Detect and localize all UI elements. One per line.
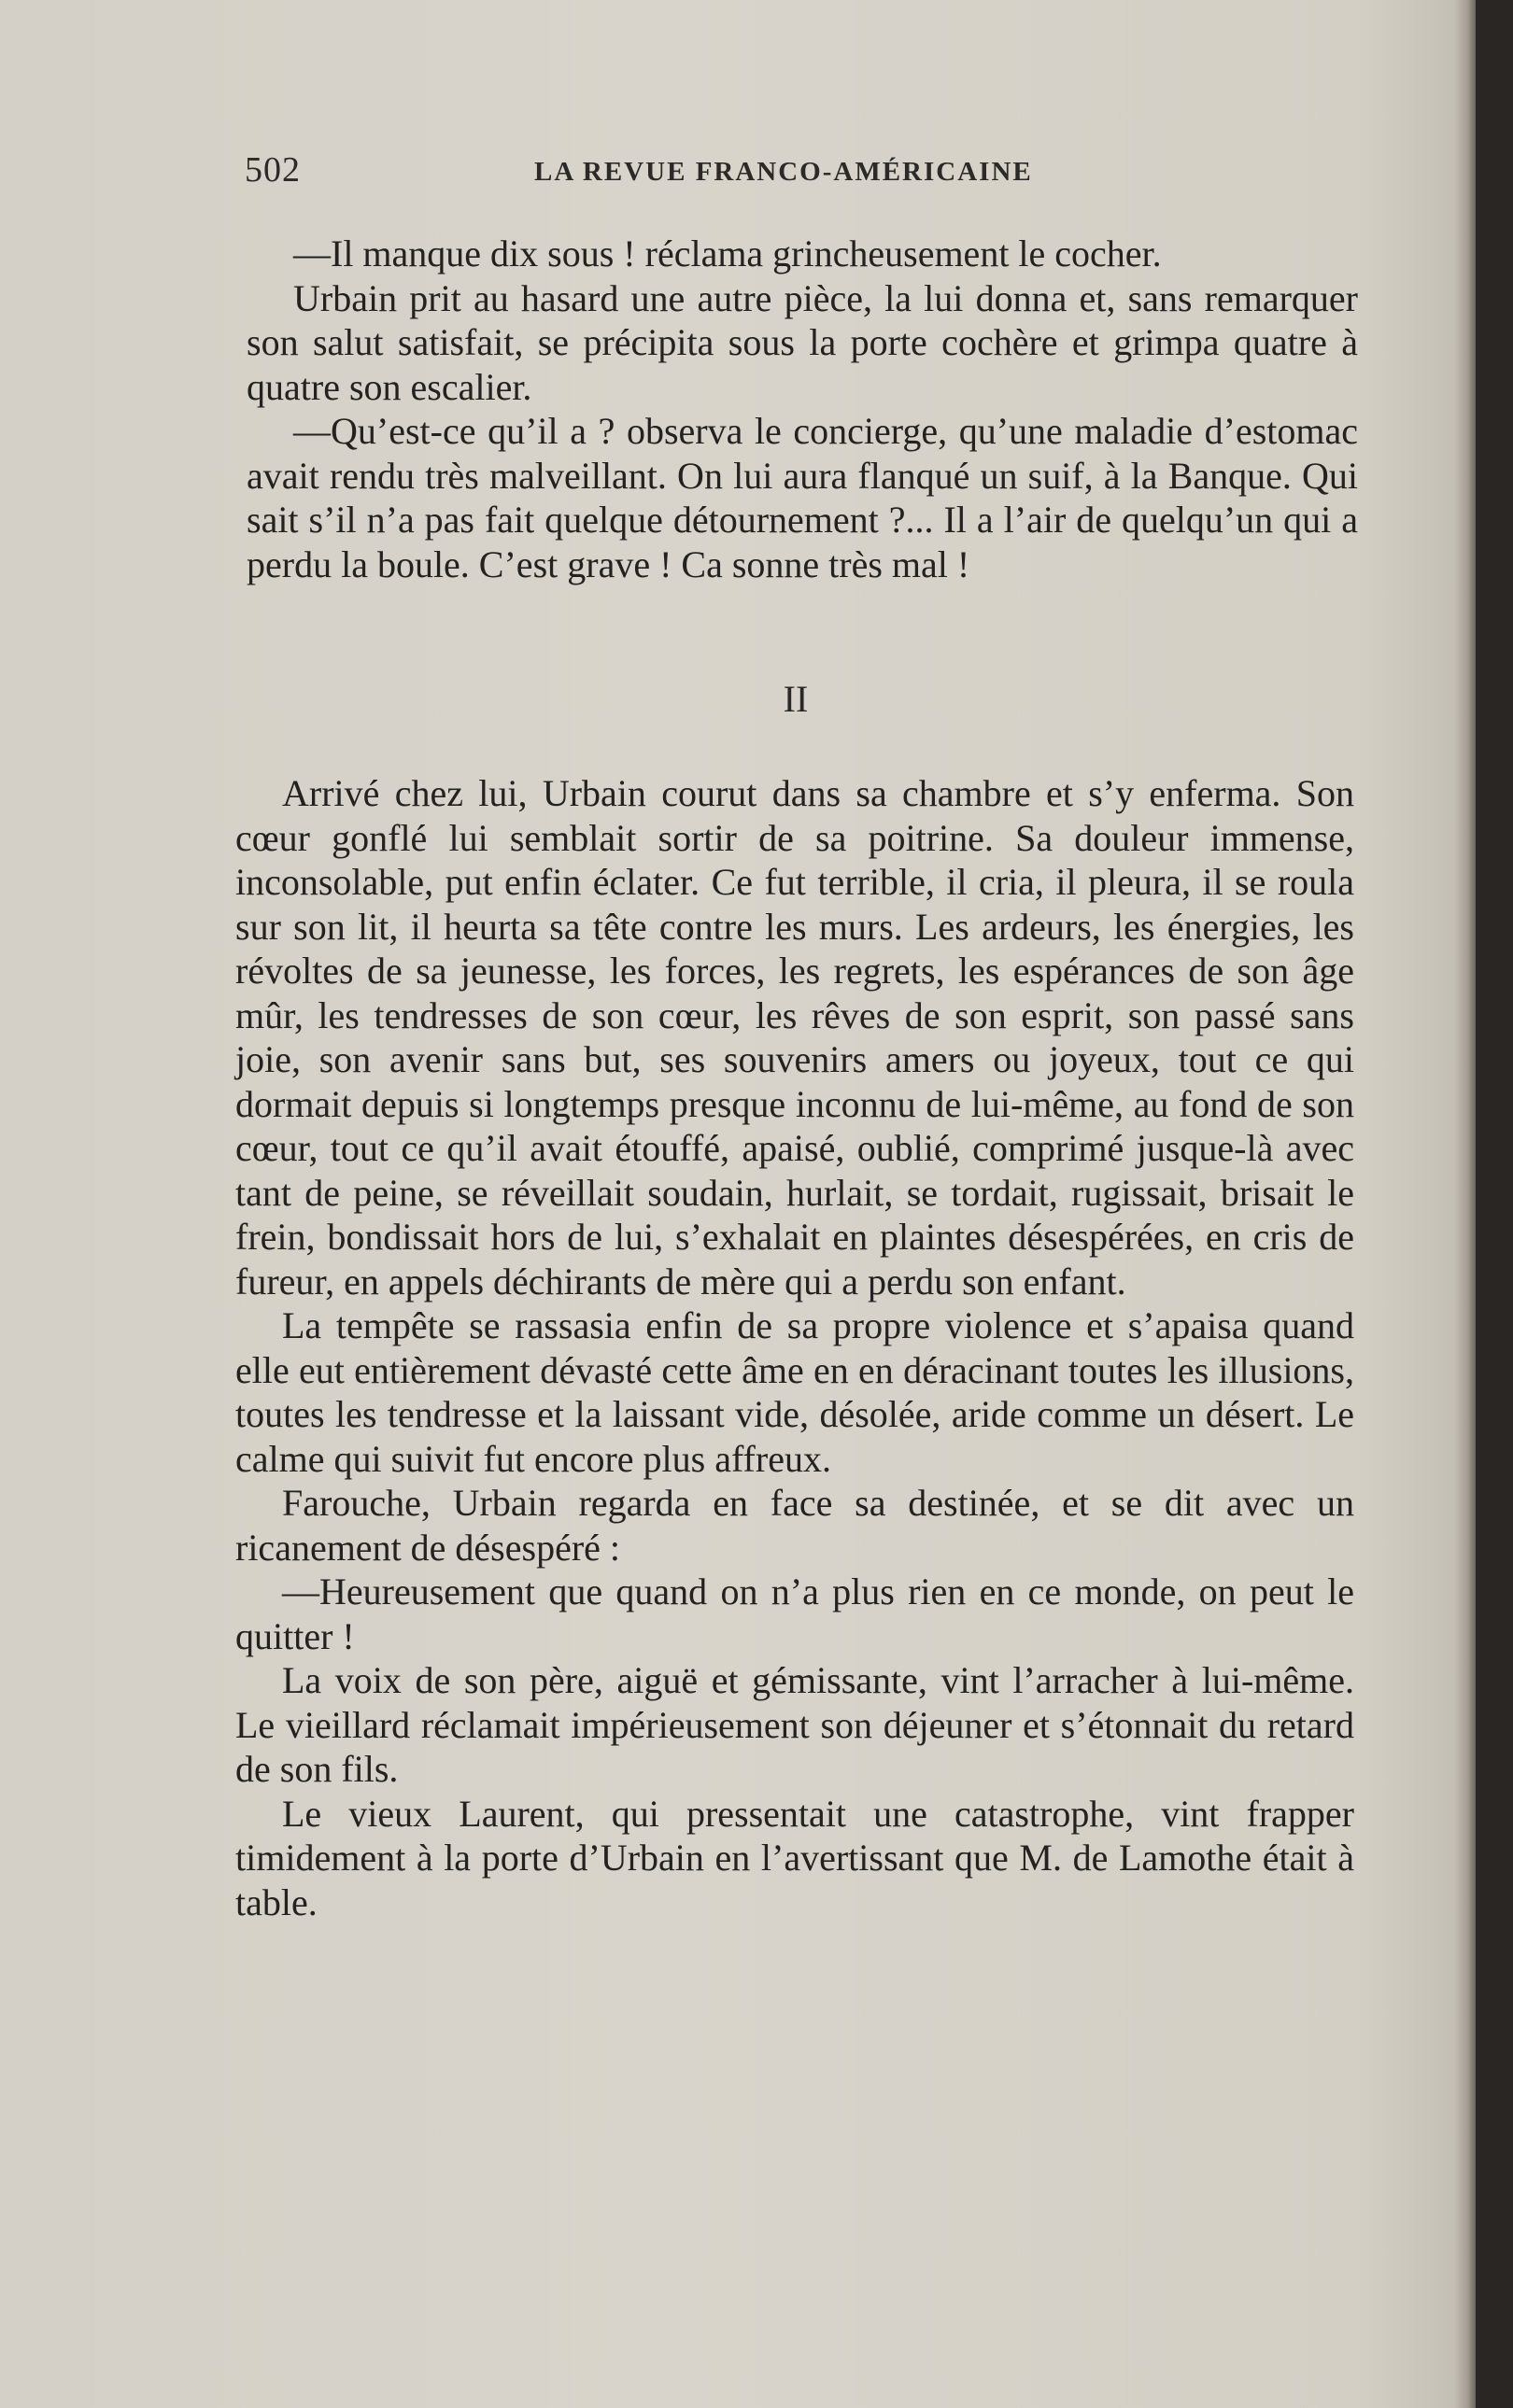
page-edge-shadow	[1455, 0, 1476, 2408]
paragraph: Farouche, Urbain regarda en face sa destinée, et se dit avec un ricanement de désespéré :	[235, 1482, 1354, 1569]
running-head	[245, 149, 1365, 196]
page-number: 502	[245, 150, 301, 190]
journal-title: LA REVUE FRANCO-AMÉRICAINE	[534, 157, 1033, 187]
paragraph: —Heureusement que quand on n’a plus rien en ce monde, on peut le quitter !	[235, 1570, 1354, 1657]
paragraph: Le vieux Laurent, qui pressentait une catastrophe, vint frapper timidement à la porte d’Urbain en l’avertissant que M. de Lamothe était à table.	[235, 1792, 1354, 1923]
paragraph: La voix de son père, aiguë et gémissante, vint l’arracher à lui-même. Le vieillard réclamait impérieusement son déjeuner et s’étonnait du retard de son fils.	[235, 1659, 1354, 1790]
paragraph: Urbain prit au hasard une autre pièce, la lui donna et, sans remarquer son salut satisfait, se précipita sous la porte cochère et grimpa quatre à quatre son escalier.	[247, 276, 1358, 408]
paragraph: —Qu’est-ce qu’il a ? observa le concierge, qu’une maladie d’estomac avait rendu très malveillant. On lui aura flanqué un suif, à la Banque. Qui sait s’il n’a pas fait quelque détournement ?... Il a l’air de quelqu’un qui a perdu la boule. C’est grave ! Ca sonne très mal !	[247, 410, 1358, 585]
text-block-top	[247, 232, 1358, 586]
paragraph: —Il manque dix sous ! réclama grincheusement le cocher.	[293, 232, 1162, 275]
text-block-bottom	[235, 771, 1354, 1924]
paragraph: Arrivé chez lui, Urbain courut dans sa chambre et s’y enferma. Son cœur gonflé lui semblait sortir de sa poitrine. Sa douleur immense, inconsolable, put enfin éclater. Ce fut terrible, il cria, il pleura, il se roula sur son lit, il heurta sa tête contre les murs. Les ardeurs, les énergies, les révoltes de sa jeunesse, les forces, les regrets, les espérances de son âge mûr, les tendresses de son cœur, les rêves de son esprit, son passé sans joie, son avenir sans but, ses souvenirs amers ou joyeux, tout ce qui dormait depuis si longtemps presque inconnu de lui-même, au fond de son cœur, tout ce qu’il avait étouffé, apaisé, oublié, comprimé jusque-là avec tant de peine, se réveillait soudain, hurlait, se tordait, rugissait, brisait le frein, bondissait hors de lui, s’exhalait en plaintes désespérées, en cris de fureur, en appels déchirants de mère qui a perdu son enfant.	[235, 772, 1354, 1303]
section-number: II	[783, 678, 809, 720]
paragraph: La tempête se rassasia enfin de sa propre violence et s’apaisa quand elle eut entièrement dévasté cette âme en en déracinant toutes les illusions, toutes les tendresse et la laissant vide, désolée, aride comme un désert. Le calme qui suivit fut encore plus affreux.	[235, 1304, 1354, 1480]
